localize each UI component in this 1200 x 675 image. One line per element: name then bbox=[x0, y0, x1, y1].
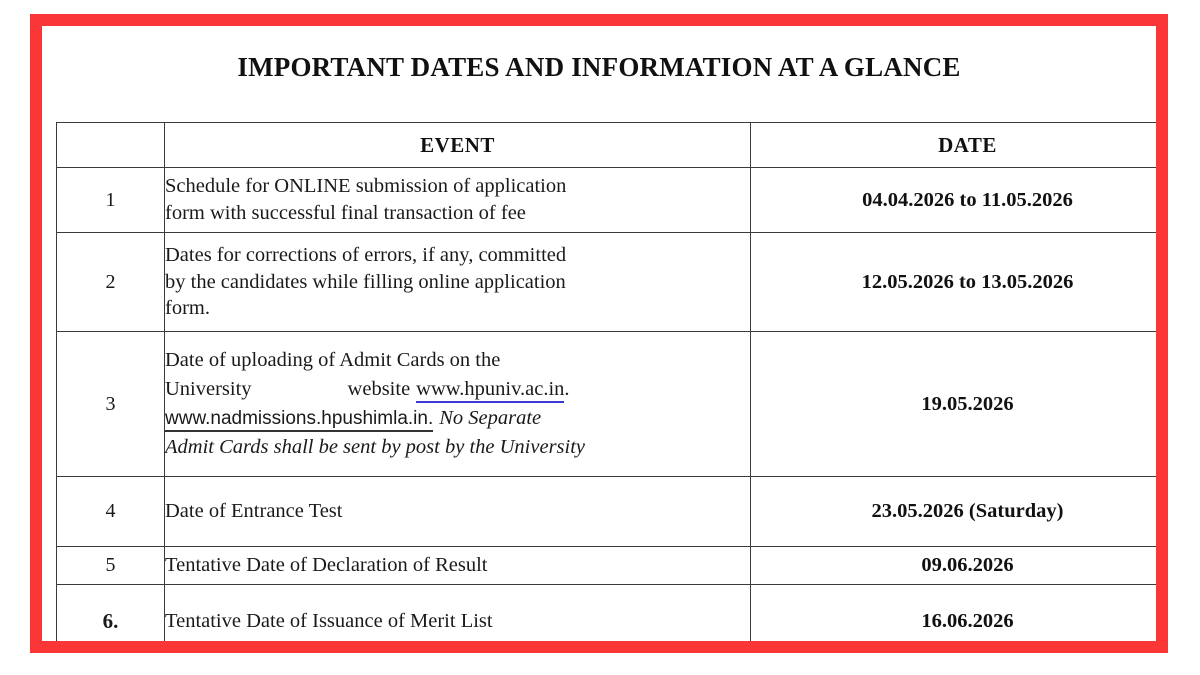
event-line: form with successful final transaction of fee bbox=[165, 202, 526, 224]
row-date-value: 04.04.2026 to 11.05.2026 bbox=[751, 168, 1157, 233]
link-trailing-period: . bbox=[564, 377, 570, 400]
row-date-value: 09.06.2026 bbox=[751, 547, 1157, 585]
table-row bbox=[57, 477, 1157, 547]
row-event-text bbox=[165, 585, 751, 642]
row-serial-number: 3 bbox=[57, 332, 165, 477]
column-header-event: EVENT bbox=[165, 123, 751, 168]
important-dates-table bbox=[56, 122, 1156, 641]
event-italic-note: Admit Cards shall be sent by post by the University bbox=[165, 436, 586, 459]
row-event-text bbox=[165, 477, 751, 547]
row-serial-number: 1 bbox=[57, 168, 165, 233]
document-area bbox=[42, 26, 1156, 641]
table-row bbox=[57, 585, 1157, 642]
event-line: Schedule for ONLINE submission of application bbox=[165, 175, 567, 198]
table-row bbox=[57, 168, 1157, 233]
table-row bbox=[57, 332, 1157, 477]
row-serial-number: 4 bbox=[57, 477, 165, 547]
table-row bbox=[57, 233, 1157, 332]
row-event-text bbox=[165, 168, 751, 233]
red-border-frame bbox=[30, 14, 1168, 653]
event-italic-note: No Separate bbox=[439, 407, 542, 429]
row-serial-number: 6. bbox=[57, 585, 165, 642]
row-event-text bbox=[165, 233, 751, 332]
event-line: Dates for corrections of errors, if any, committed bbox=[165, 244, 567, 267]
column-header-serial bbox=[57, 123, 165, 168]
event-line: Date of uploading of Admit Cards on the bbox=[165, 348, 501, 371]
row-date-value: 16.06.2026 bbox=[751, 585, 1157, 642]
title-band bbox=[42, 26, 1156, 122]
hpuniv-website-link[interactable]: www.hpuniv.ac.in bbox=[416, 378, 564, 403]
event-line: website bbox=[347, 377, 411, 400]
row-serial-number: 5 bbox=[57, 547, 165, 585]
event-line: Date of Entrance Test bbox=[165, 499, 343, 522]
nadmissions-website-link[interactable]: www.nadmissions.hpushimla.in. bbox=[165, 408, 433, 432]
row-event-text bbox=[165, 547, 751, 585]
table-header-row bbox=[57, 123, 1157, 168]
table-row bbox=[57, 547, 1157, 585]
column-header-date: DATE bbox=[751, 123, 1157, 168]
event-line: Tentative Date of Declaration of Result bbox=[165, 553, 488, 576]
event-line: Tentative Date of Issuance of Merit List bbox=[165, 609, 493, 632]
row-event-text bbox=[165, 332, 751, 477]
event-line: form. bbox=[165, 297, 210, 320]
page-title: IMPORTANT DATES AND INFORMATION AT A GLANCE bbox=[237, 52, 961, 82]
row-date-value: 19.05.2026 bbox=[751, 332, 1157, 477]
row-serial-number: 2 bbox=[57, 233, 165, 332]
row-date-value: 12.05.2026 to 13.05.2026 bbox=[751, 233, 1157, 332]
row-date-value: 23.05.2026 (Saturday) bbox=[751, 477, 1157, 547]
event-line: by the candidates while filling online application bbox=[165, 270, 566, 293]
event-line: University bbox=[165, 377, 252, 400]
